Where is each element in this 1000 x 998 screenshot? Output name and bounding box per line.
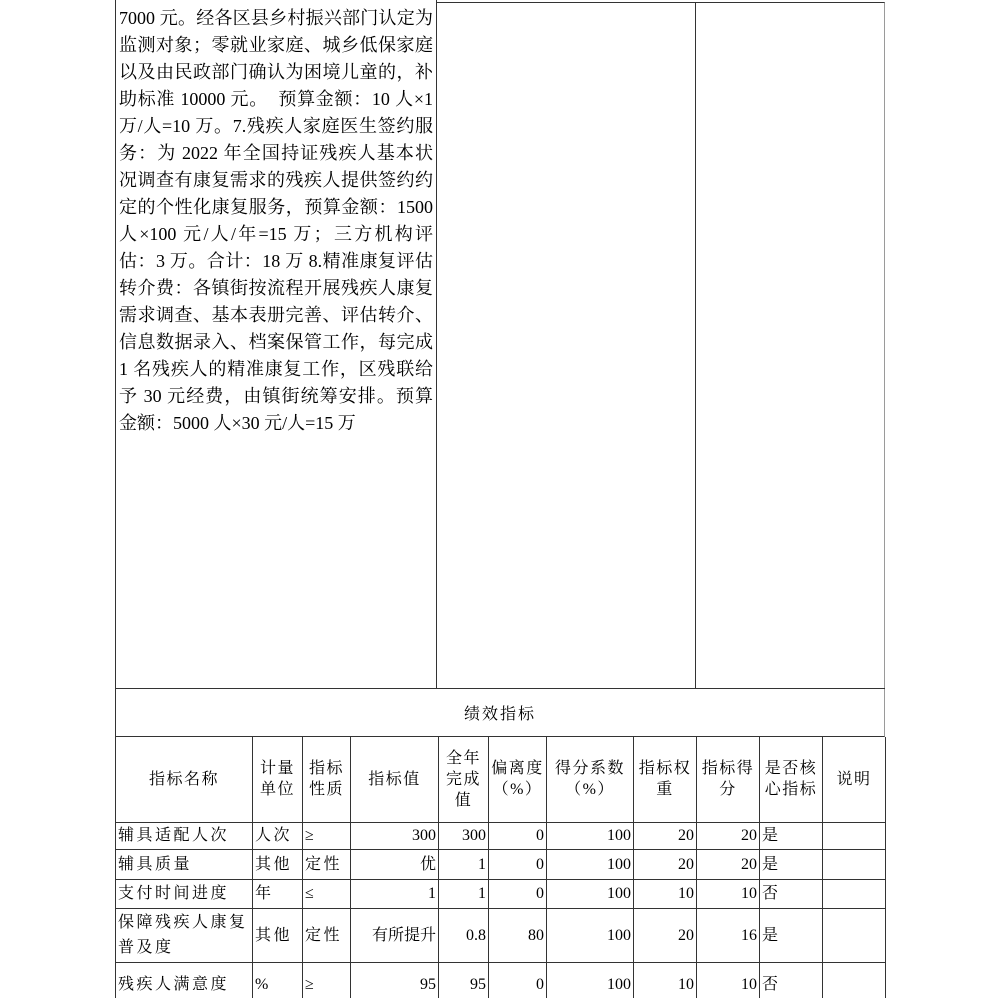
cell-unit: 其他 (253, 849, 303, 879)
indicators-table (115, 737, 886, 998)
budget-document-table (115, 0, 885, 998)
cell-core-flag: 否 (760, 962, 823, 998)
cell-remark (823, 822, 886, 849)
cell-score: 10 (697, 879, 760, 908)
header-score-coefficient: 得分系数（%） (547, 737, 634, 822)
indicator-row (116, 879, 886, 908)
cell-weight: 10 (634, 962, 697, 998)
header-deviation: 偏离度（%） (489, 737, 547, 822)
cell-remark (823, 908, 886, 962)
indicators-header-row (116, 737, 886, 822)
project-description-cell (115, 0, 437, 688)
cell-core-flag: 是 (760, 849, 823, 879)
cell-indicator-name: 保障残疾人康复普及度 (116, 908, 253, 962)
header-remark: 说明 (823, 737, 886, 822)
cell-score: 20 (697, 849, 760, 879)
cell-remark (823, 849, 886, 879)
empty-cell-2 (696, 2, 885, 688)
header-nature: 指标性质 (303, 737, 351, 822)
header-weight: 指标权重 (634, 737, 697, 822)
cell-weight: 20 (634, 849, 697, 879)
cell-weight: 10 (634, 879, 697, 908)
cell-unit: 人次 (253, 822, 303, 849)
cell-score: 10 (697, 962, 760, 998)
cell-deviation: 0 (489, 822, 547, 849)
cell-score-coefficient: 100 (547, 879, 634, 908)
cell-target-value: 有所提升 (351, 908, 439, 962)
cell-annual-completion: 0.8 (439, 908, 489, 962)
cell-target-value: 1 (351, 879, 439, 908)
indicators-tbody (116, 822, 886, 998)
cell-weight: 20 (634, 908, 697, 962)
section-title: 绩效指标 (463, 706, 536, 723)
header-unit: 计量单位 (253, 737, 303, 822)
header-annual-completion: 全年完成值 (439, 737, 489, 822)
cell-score: 16 (697, 908, 760, 962)
performance-section-row (115, 689, 885, 737)
cell-nature: ≥ (303, 962, 351, 998)
cell-deviation: 0 (489, 962, 547, 998)
budget-description-text: 7000 元。经各区县乡村振兴部门认定为监测对象；零就业家庭、城乡低保家庭以及由民政部门确认为困境儿童的，补助标准 10000 元。 预算金额：10 人×1 万/人=10 万。7.残疾人家庭医生签约服务：为 2022 年全国持证残疾人基本状况调查有康复需求的残疾人提供签约约定的个性化康复服务，预算金额：1500 人×100 元/人/年=15 万；三方机构评估：3 万。合计：18 万 8.精准康复评估转介费：各镇街按流程开展残疾人康复需求调查、基本表册完善、评估转介、信息数据录入、档案保管工作，每完成 1 名残疾人的精准康复工作，区残联给予 30 元经费，由镇街统筹安排。预算金额：5000 人×30 元/人=15 万 (119, 8, 438, 433)
indicator-row (116, 822, 886, 849)
empty-cell-1 (437, 2, 696, 688)
cell-unit: % (253, 962, 303, 998)
cell-score-coefficient: 100 (547, 822, 634, 849)
indicator-row (116, 962, 886, 998)
cell-score: 20 (697, 822, 760, 849)
cell-target-value: 优 (351, 849, 439, 879)
cell-indicator-name: 残疾人满意度 (116, 962, 253, 998)
cell-annual-completion: 95 (439, 962, 489, 998)
cell-core-flag: 是 (760, 822, 823, 849)
cell-core-flag: 否 (760, 879, 823, 908)
cell-deviation: 0 (489, 849, 547, 879)
cell-target-value: 300 (351, 822, 439, 849)
header-indicator-name: 指标名称 (116, 737, 253, 822)
cell-score-coefficient: 100 (547, 962, 634, 998)
cell-annual-completion: 1 (439, 879, 489, 908)
cell-score-coefficient: 100 (547, 908, 634, 962)
header-score: 指标得分 (697, 737, 760, 822)
cell-core-flag: 是 (760, 908, 823, 962)
cell-nature: 定性 (303, 908, 351, 962)
indicator-row (116, 908, 886, 962)
cell-nature: 定性 (303, 849, 351, 879)
budget-detail-row (115, 0, 885, 689)
cell-unit: 其他 (253, 908, 303, 962)
cell-target-value: 95 (351, 962, 439, 998)
cell-indicator-name: 辅具质量 (116, 849, 253, 879)
cell-indicator-name: 辅具适配人次 (116, 822, 253, 849)
indicator-row (116, 849, 886, 879)
cell-remark (823, 962, 886, 998)
cell-score-coefficient: 100 (547, 849, 634, 879)
cell-annual-completion: 1 (439, 849, 489, 879)
header-target-value: 指标值 (351, 737, 439, 822)
cell-deviation: 80 (489, 908, 547, 962)
cell-indicator-name: 支付时间进度 (116, 879, 253, 908)
header-core-flag: 是否核心指标 (760, 737, 823, 822)
cell-nature: ≤ (303, 879, 351, 908)
cell-deviation: 0 (489, 879, 547, 908)
cell-unit: 年 (253, 879, 303, 908)
cell-annual-completion: 300 (439, 822, 489, 849)
cell-nature: ≥ (303, 822, 351, 849)
cell-remark (823, 879, 886, 908)
cell-weight: 20 (634, 822, 697, 849)
